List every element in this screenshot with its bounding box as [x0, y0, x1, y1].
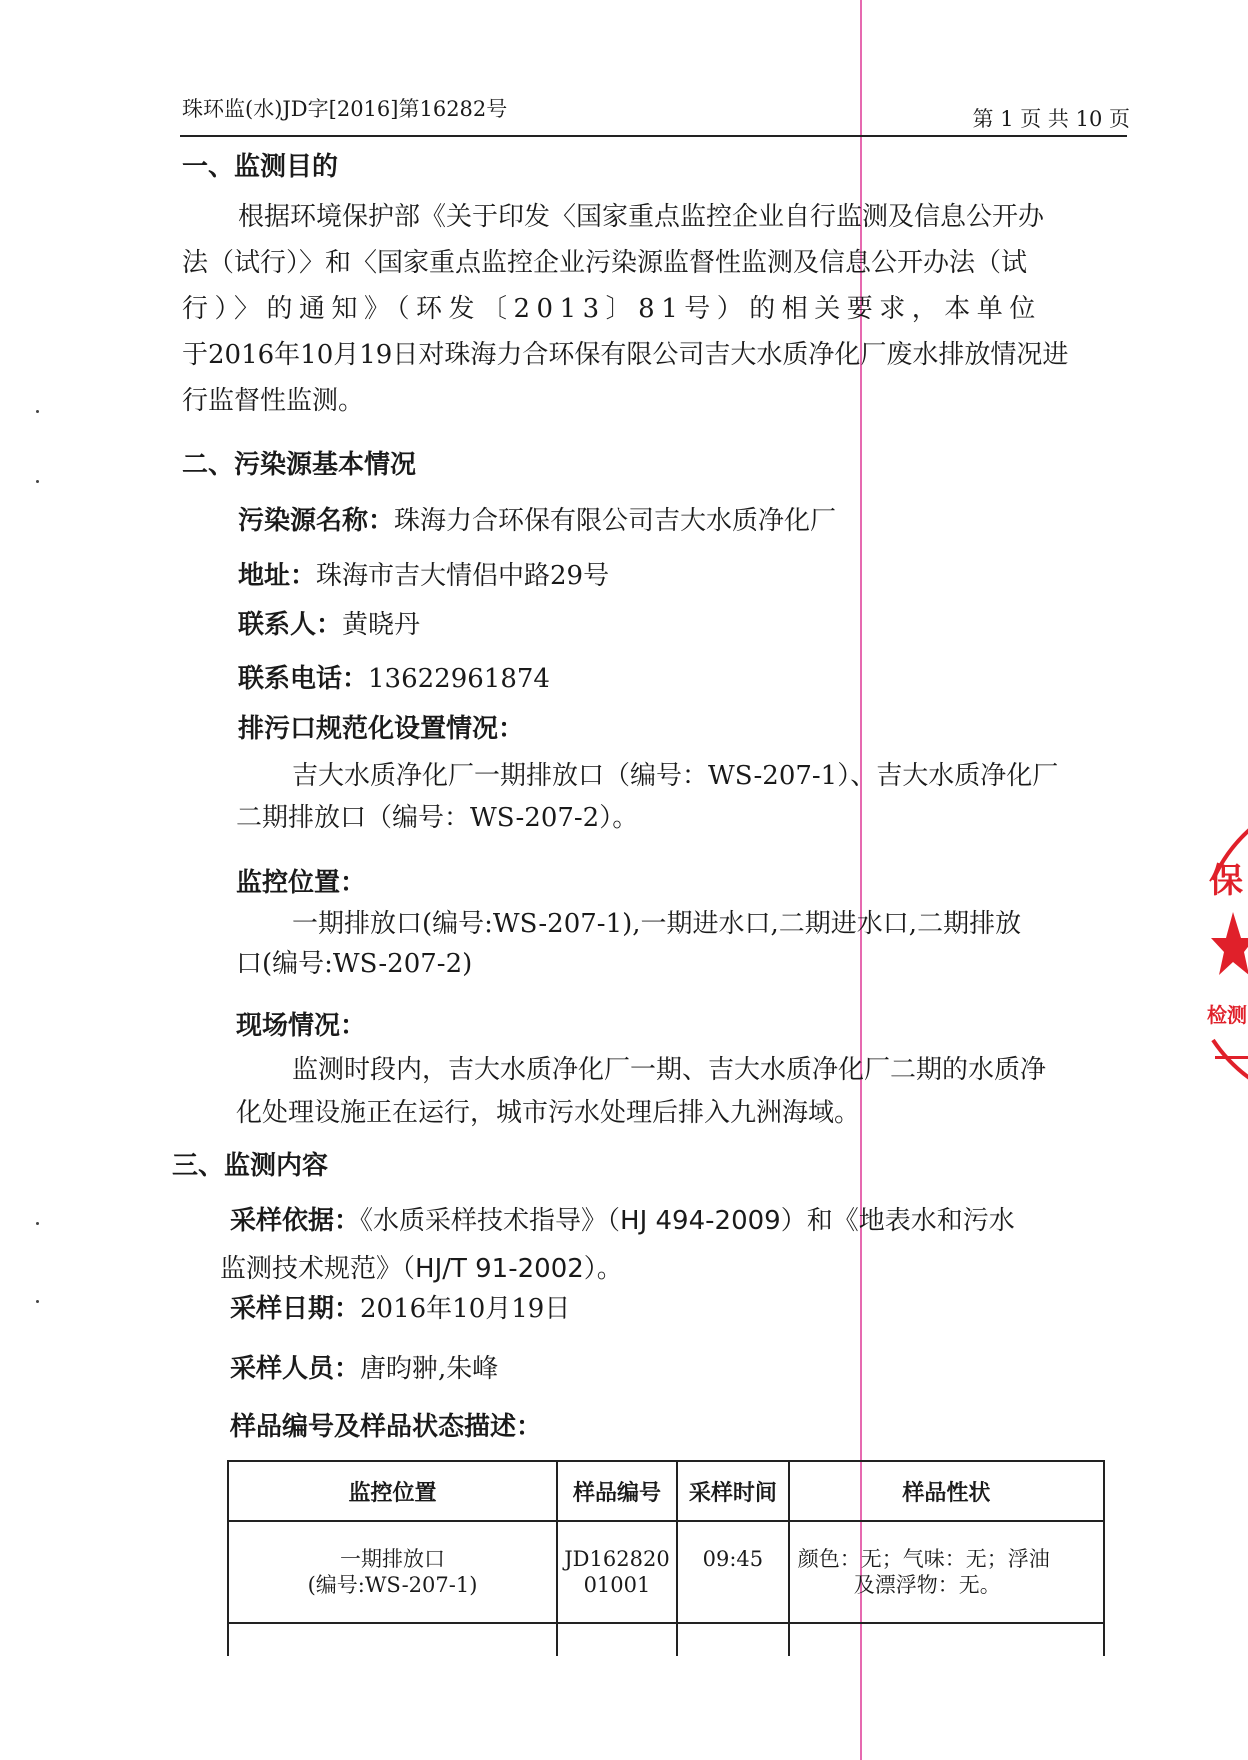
- monitor-location-label: 监控位置：: [236, 868, 367, 898]
- purpose-line-3: 行）〉的通知》（环发〔2013〕81号）的相关要求，本单位: [182, 294, 1042, 324]
- monitor-location-line-1: 一期排放口(编号:WS-207-1),一期进水口,二期进水口,二期排放: [292, 909, 1022, 939]
- col-header-location: 监控位置: [228, 1461, 557, 1521]
- scan-speck: [36, 1300, 39, 1303]
- cell-empty: [557, 1623, 677, 1656]
- sampling-basis-line-2: [220, 1248, 623, 1285]
- section-1-title: 一、监测目的: [182, 152, 339, 182]
- cell-empty: [677, 1623, 789, 1656]
- address-value: 珠海市吉大情侣中路29号: [316, 561, 610, 591]
- address-label: 地址：: [238, 561, 317, 591]
- cell-location-line-2: (编号:WS-207-1): [307, 1573, 478, 1597]
- scan-speck: [36, 410, 39, 413]
- purpose-line-1: 根据环境保护部《关于印发〈国家重点监控企业自行监测及信息公开办: [238, 202, 1045, 232]
- table-header-row: [228, 1461, 1104, 1521]
- address-field: [238, 555, 609, 592]
- cell-time-value: 09:45: [702, 1547, 764, 1571]
- sampling-staff-field: [230, 1348, 498, 1385]
- seal-text-bottom: 检测: [1207, 1003, 1247, 1027]
- cell-desc-line-1: 颜色：无；气味：无；浮油: [797, 1547, 1050, 1571]
- sampling-basis-text-2b: ）。: [583, 1254, 623, 1284]
- cell-sample-properties: [789, 1521, 1104, 1623]
- official-seal-partial: [1195, 820, 1248, 1085]
- phone-field: [238, 658, 550, 695]
- page-indicator: 第 1 页 共 10 页: [972, 107, 1130, 131]
- outlet-setup-label: 排污口规范化设置情况：: [238, 714, 525, 744]
- contact-label: 联系人：: [238, 610, 343, 640]
- purpose-line-5: 行监督性监测。: [182, 386, 365, 416]
- scan-speck: [36, 1222, 39, 1225]
- outlet-setup-line-2: 二期排放口（编号：WS-207-2）。: [236, 803, 639, 833]
- table-row: [228, 1521, 1104, 1623]
- cell-code-line-2: 01001: [583, 1573, 651, 1597]
- monitor-location-line-2: 口(编号:WS-207-2): [236, 949, 473, 979]
- section-2-title: 二、污染源基本情况: [182, 450, 417, 480]
- sampling-date-value: 2016年10月19日: [360, 1294, 571, 1324]
- standard-code-hj91: HJ/T 91-2002: [415, 1254, 584, 1284]
- sampling-basis-line-1: [230, 1200, 1015, 1237]
- phone-label: 联系电话：: [238, 664, 369, 694]
- col-header-sample-time: 采样时间: [677, 1461, 789, 1521]
- site-situation-line-1: 监测时段内，吉大水质净化厂一期、吉大水质净化厂二期的水质净: [292, 1055, 1047, 1085]
- outlet-setup-line-1: 吉大水质净化厂一期排放口（编号：WS-207-1）、吉大水质净化厂: [292, 761, 1059, 791]
- sampling-basis-text-1b: ）和《地表水和污水: [780, 1206, 1015, 1236]
- sampling-basis-text-2a: 监测技术规范》（: [220, 1254, 416, 1284]
- standard-code-hj494: HJ 494-2009: [620, 1206, 781, 1236]
- cell-empty: [228, 1623, 557, 1656]
- contact-value: 黄晓丹: [342, 610, 421, 640]
- cell-desc-line-2: 及漂浮物：无。: [853, 1573, 1001, 1597]
- col-header-sample-code: 样品编号: [557, 1461, 677, 1521]
- purpose-line-2: 法（试行）〉和〈国家重点监控企业污染源监督性监测及信息公开办法（试: [182, 248, 1028, 278]
- site-situation-line-2: 化处理设施正在运行，城市污水处理后排入九洲海域。: [236, 1098, 861, 1128]
- contact-field: [238, 604, 420, 641]
- sampling-date-label: 采样日期：: [230, 1294, 361, 1324]
- header-divider: [180, 135, 1127, 137]
- samples-table: [227, 1460, 1105, 1656]
- phone-value: 13622961874: [368, 664, 550, 694]
- seal-icon: [1195, 820, 1248, 1085]
- purpose-line-4: 于2016年10月19日对珠海力合环保有限公司吉大水质净化厂废水排放情况进: [182, 340, 1069, 370]
- sampling-basis-text-1a: 《水质采样技术指导》（: [360, 1206, 621, 1236]
- seal-text-top: 保: [1209, 861, 1243, 901]
- sampling-basis-label: 采样依据：: [230, 1206, 361, 1236]
- section-3-title: 三、监测内容: [172, 1151, 329, 1181]
- col-header-sample-properties: 样品性状: [789, 1461, 1104, 1521]
- table-row-partial: [228, 1623, 1104, 1656]
- cell-sample-time: [677, 1521, 789, 1623]
- source-name-value: 珠海力合环保有限公司吉大水质净化厂: [394, 506, 837, 536]
- source-name-label: 污染源名称：: [238, 506, 395, 536]
- cell-empty: [789, 1623, 1104, 1656]
- sampling-date-field: [230, 1288, 570, 1325]
- cell-location: [228, 1521, 557, 1623]
- scan-speck: [36, 480, 39, 483]
- cell-code-line-1: JD162820: [564, 1547, 670, 1571]
- source-name-field: [238, 500, 836, 537]
- cell-sample-code: [557, 1521, 677, 1623]
- sampling-staff-label: 采样人员：: [230, 1354, 361, 1384]
- site-situation-label: 现场情况：: [236, 1011, 367, 1041]
- document-number: 珠环监(水)JD字[2016]第16282号: [182, 97, 508, 121]
- samples-description-label: 样品编号及样品状态描述：: [230, 1412, 543, 1442]
- sampling-staff-value: 唐昀翀,朱峰: [360, 1354, 499, 1384]
- cell-time-spacer: [679, 1572, 787, 1598]
- cell-location-line-1: 一期排放口: [340, 1547, 445, 1571]
